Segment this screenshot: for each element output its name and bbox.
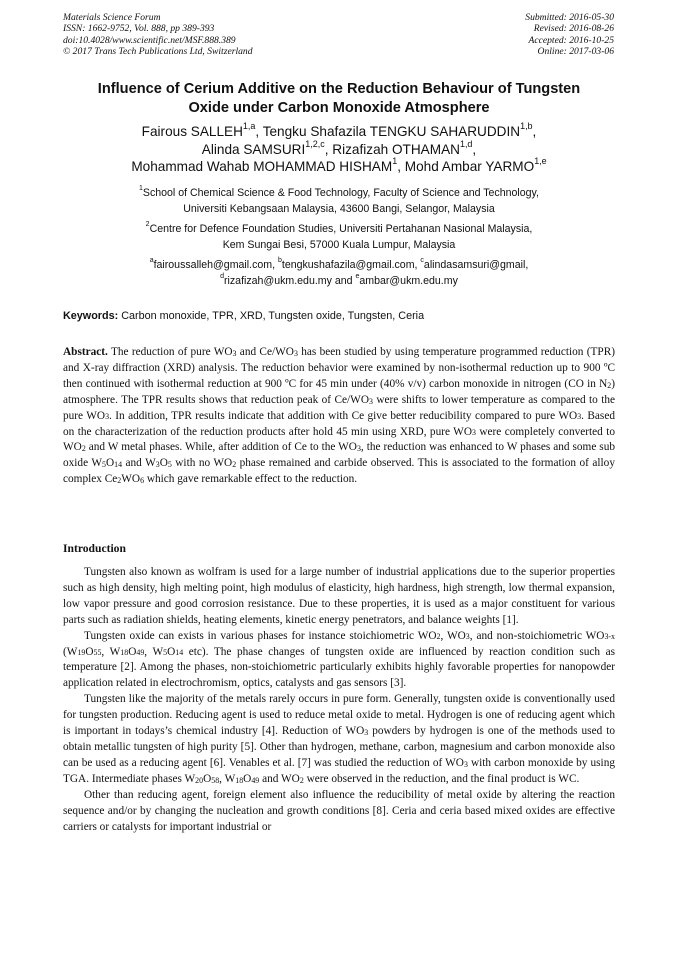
journal-doi: doi:10.4028/www.scientific.net/MSF.888.389 (63, 34, 236, 46)
title-line: Oxide under Carbon Monoxide Atmosphere (188, 99, 490, 116)
author-name: Tengku Shafazila TENGKU SAHARUDDIN (262, 124, 521, 139)
introduction-body (63, 565, 615, 835)
date-accepted: Accepted: 2016-10-25 (528, 34, 614, 46)
keywords-label: Keywords: (63, 310, 119, 322)
intro-paragraph: Tungsten also known as wolfram is used for a large number of industrial applications due to the superior properties such as high density, high melting point, high modulus of elasticity, high hardness, high strength, low thermal expansion, low vapor pressure and good corrosion resistance. Due to these properties, it is used as a major constituent for various parts such as radiation shields, heating elements, kinetic energy penetrators, and balance weights [1]. (63, 566, 615, 626)
journal-info (63, 12, 253, 58)
affiliation-text: Universiti Kebangsaan Malaysia, 43600 Bangi, Selangor, Malaysia (183, 202, 495, 215)
abstract (63, 345, 615, 488)
keywords-text: Carbon monoxide, TPR, XRD, Tungsten oxide, Tungsten, Ceria (121, 310, 425, 322)
author-name: Rizafizah OTHAMAN (332, 141, 460, 157)
author-sup: 1,b (520, 121, 533, 132)
affiliation-1 (30, 186, 648, 217)
author-name: Mohammad Wahab MOHAMMAD HISHAM (131, 159, 393, 175)
affiliation-sup: 2 (145, 221, 150, 229)
author-sup: 1,d (459, 138, 473, 149)
author-line: Alinda SAMSURI$^{1,2,c}$, Rizafizah OTHAMAN$^{1,d}$, (201, 138, 477, 157)
email-link[interactable]: tengkushafazila@gmail.com, (281, 259, 418, 271)
date-submitted: Submitted: 2016-05-30 (525, 12, 614, 23)
author-sup: 1,a (242, 121, 256, 132)
date-online: Online: 2017-03-06 (537, 46, 614, 58)
journal-copyright: © 2017 Trans Tech Publications Ltd, Switzerland (63, 46, 253, 58)
publication-dates (525, 12, 614, 58)
affiliation-2 (30, 222, 648, 253)
author-sup: 1,e (534, 156, 547, 167)
abstract-paragraph: Abstract. The reduction of pure $WO_3$ and $Ce/WO_3$ has been studied by using temperature programmed reduction (TPR) and X-ray diffraction (XRD) analysis. The reduction behavior were examined by non-isothermal reduction up to 900 ºC then continued with isothermal reduction at 900 ºC for 45 min under (40% v/v) carbon monoxide in nitrogen (CO in $N_2$) atmosphere. The TPR results shows that reduction peak of $Ce/WO_3$ were shifts to lower temperature as compared to the pure $WO_3$. In addition, TPR results indicate that addition with Ce give better reducibility compared to pure $WO_3$. Based on the characterization of the reduction products after hold 45 min using XRD, pure $WO_3$ were completely converted to $WO_2$ and W metal phases. While, after addition of Ce to the $WO_3$, the reduction was enhanced to W phases and some sub oxide $W_5O_{14}$ and $W_3O_5$ with no $WO_2$ phase remained and carbide observed. This is associated to the formation of alloy complex $Ce_2WO_6$ which gave remarkable effect to the reduction. (63, 346, 616, 486)
author-name: Fairous SALLEH (141, 124, 243, 139)
affiliation-sup: 1 (138, 185, 143, 193)
keywords (63, 309, 615, 324)
author-sup: 1,2,c (305, 138, 325, 149)
paper-title (40, 80, 638, 117)
author-sup: 1 (392, 156, 398, 167)
author-emails: $^a$fairoussalleh@gmail.com, $^b$tengkushafazila@gmail.com, $^c$alindasamsuri@gmail, $^d$rizafizah@ukm.edu.my and $^e$ambar@ukm.edu.my (149, 257, 529, 287)
journal-name: Materials Science Forum (63, 12, 161, 23)
author-list (30, 123, 648, 176)
affiliation-text: Kem Sungai Besi, 57000 Kuala Lumpur, Malaysia (222, 238, 456, 251)
journal-issn: ISSN: 1662-9752, Vol. 888, pp 389-393 (63, 23, 215, 35)
email-link[interactable]: rizafizah@ukm.edu.my (224, 274, 332, 287)
abstract-label: Abstract. (63, 346, 108, 358)
title-line: Influence of Cerium Additive on the Reduction Behaviour of Tungsten (97, 81, 581, 97)
author-line: Fairous SALLEH$^{1,a}$, Tengku Shafazila TENGKU SAHARUDDIN$^{1,b}$, (141, 121, 537, 139)
author-name: Mohd Ambar YARMO (404, 159, 535, 175)
author-name: Alinda SAMSURI (201, 141, 306, 157)
intro-paragraph: Other than reducing agent, foreign element also influence the reducibility of metal oxide by altering the reaction sequence and/or by changing the nucleation and growth conditions [8]. Ceria and ceria based mixed oxides are effective carriers or catalysts for important industrial or (63, 788, 615, 833)
intro-paragraph: Tungsten like the majority of the metals rarely occurs in pure form. Generally, tungsten oxide is conventionally used for tungsten production. Reducing agent is used to reduce metal oxide to metal. Hydrogen is one of reducing agent which is important in todays’s chemical industry [4]. Reduction of $WO_3$ powders by hydrogen is one of the methods used to obtain metallic tungsten of high purity [5]. Other than hydrogen, methane, carbon, magnesium and carbon monoxide also can be used as a reducing agent [6]. Venables et al. [7] was studied the reduction of $WO_3$ with carbon monoxide by using TGA. Intermediate phases $W_{20}O_{58}$, $W_{18}O_{49}$ and $WO_2$ were observed in the reduction, and the final product is WC. (63, 693, 615, 785)
author-line: Mohammad Wahab MOHAMMAD HISHAM$^1$, Mohd Ambar YARMO$^{1,e}$ (131, 156, 547, 175)
intro-paragraph: Tungsten oxide can exists in various phases for instance stoichiometric $WO_2$, $WO_3$, and non-stoichiometric $WO_{3-x}$ ($W_{19}O_{55}$, $W_{18}O_{49}$, $W_5O_{14}$ etc). The phase changes of tungsten oxide are influenced by reaction condition such as temperature [2]. Among the phases, non-stoichiometric particularly exhibits highly favorable properties for nanopowder application related in electrochromism, optics, catalysts and gas sensors [3]. (63, 629, 616, 690)
email-link[interactable]: fairoussalleh@gmail.com, (153, 259, 276, 271)
affiliation-text: School of Chemical Science & Food Technology, Faculty of Science and Technology, (142, 187, 539, 199)
section-heading-introduction: Introduction (63, 542, 126, 555)
affiliation-text: Centre for Defence Foundation Studies, Universiti Pertahanan Nasional Malaysia, (149, 223, 533, 235)
date-revised: Revised: 2016-08-26 (533, 23, 614, 35)
email-link[interactable]: ambar@ukm.edu.my (359, 274, 458, 287)
email-link[interactable]: alindasamsuri@gmail, (423, 259, 529, 271)
